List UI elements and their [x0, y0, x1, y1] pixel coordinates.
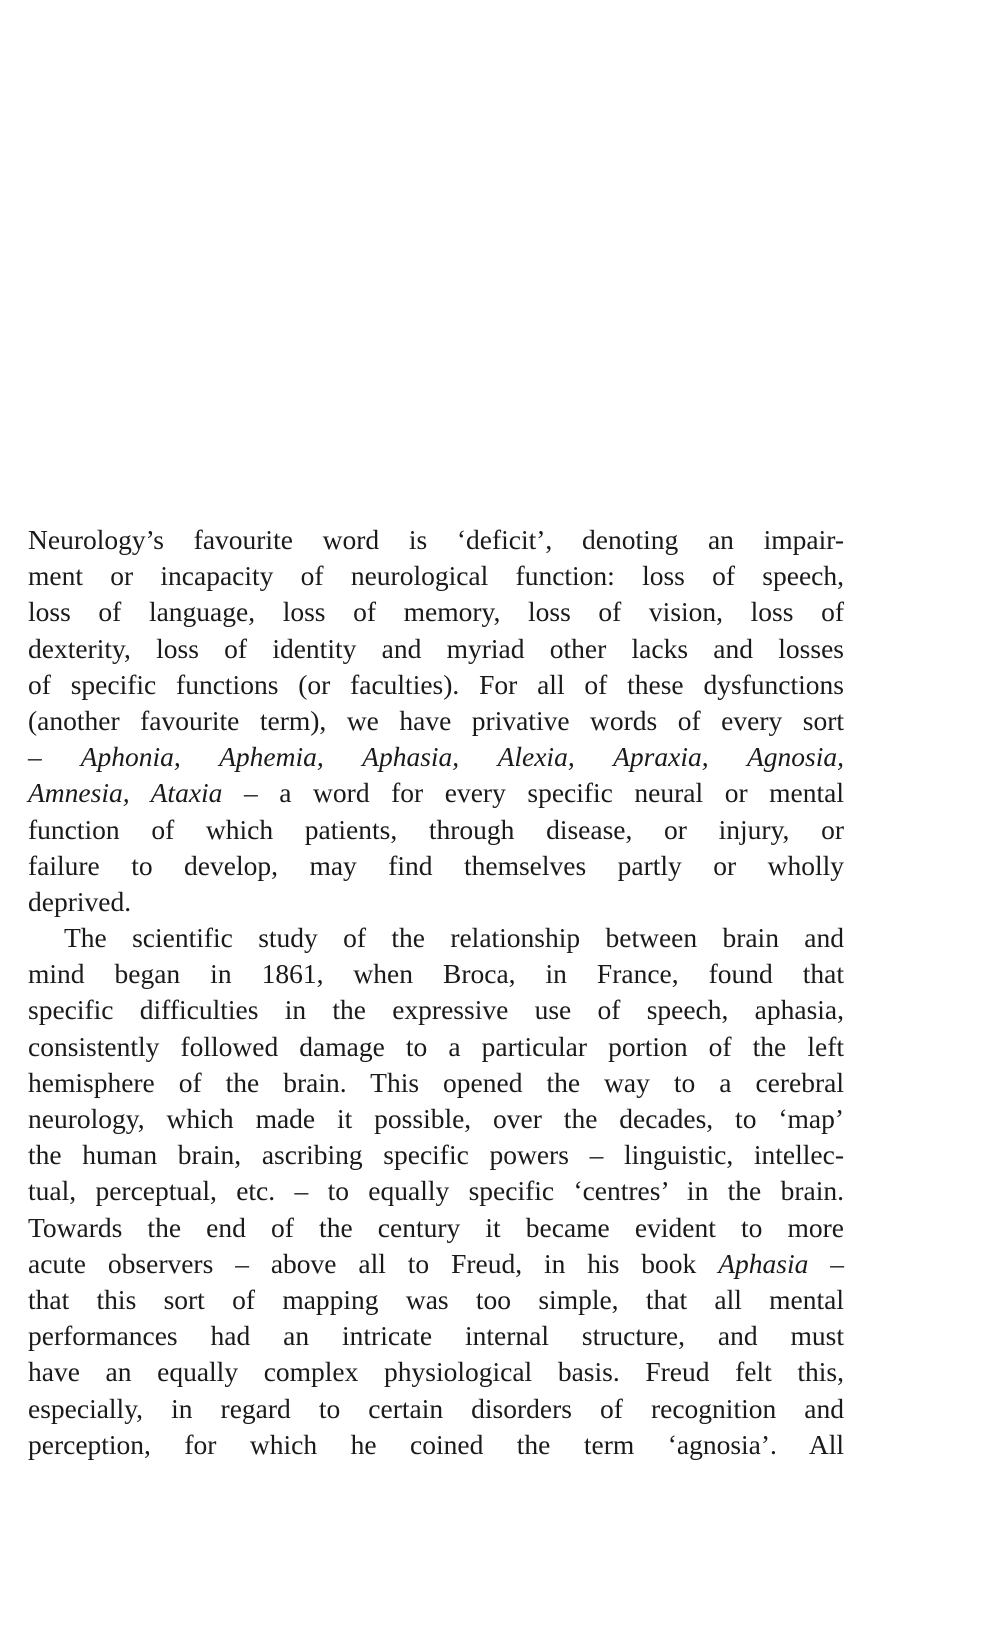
text-line: (another favourite term), we have privative words of every sort: [28, 704, 844, 736]
italic-term-list: Amnesia, Ataxia: [28, 777, 223, 809]
text-line: the human brain, ascribing specific powers – linguistic, intellec-: [28, 1139, 844, 1171]
text-line: neurology, which made it possible, over the decades, to ‘map’: [28, 1103, 844, 1134]
paragraph-1: [28, 522, 844, 920]
text-line-with-italics: [28, 1246, 844, 1282]
text-line: deprived.: [28, 885, 132, 917]
body-text: [28, 522, 844, 1463]
text-line: Neurology’s favourite word is ‘deficit’, denoting an impair-: [28, 524, 844, 555]
text-line: perception, for which he coined the term ‘agnosia’. All: [28, 1428, 844, 1460]
text-line: that this sort of mapping was too simple, that all mental: [28, 1283, 844, 1315]
text-line: failure to develop, may find themselves partly or wholly: [28, 849, 844, 881]
dash: –: [28, 741, 81, 773]
text-line: performances had an intricate internal structure, and must: [28, 1320, 844, 1352]
text-line: especially, in regard to certain disorders of recognition and: [28, 1392, 844, 1424]
text-line: hemisphere of the brain. This opened the way to a cerebral: [28, 1066, 844, 1098]
dash: –: [808, 1247, 844, 1279]
text-line: function of which patients, through disease, or injury, or: [28, 813, 844, 845]
text-line: of specific functions (or faculties). For all of these dysfunctions: [28, 668, 844, 700]
italic-book-title: Aphasia: [718, 1247, 809, 1279]
line-start: acute observers – above all to Freud, in his book: [28, 1247, 719, 1279]
italic-term-list: Aphonia, Aphemia, Aphasia, Alexia, Apraxia, Agnosia,: [80, 741, 845, 773]
text-line: consistently followed damage to a particular portion of the left: [28, 1030, 844, 1062]
text-line: The scientific study of the relationship between brain and: [64, 922, 844, 954]
text-line: Towards the end of the century it became evident to more: [28, 1211, 844, 1243]
line-remainder: – a word for every specific neural or mental: [222, 777, 844, 809]
text-line: specific difficulties in the expressive use of speech, aphasia,: [28, 994, 844, 1026]
text-line: have an equally complex physiological basis. Freud felt this,: [28, 1356, 844, 1388]
text-line: dexterity, loss of identity and myriad other lacks and losses: [28, 632, 844, 664]
text-line: loss of language, loss of memory, loss of vision, loss of: [28, 596, 844, 628]
paragraph-2: [28, 920, 844, 1463]
text-line: ment or incapacity of neurological function: loss of speech,: [28, 560, 844, 592]
text-line: mind began in 1861, when Broca, in France, found that: [28, 958, 844, 990]
text-line-with-italics: [28, 775, 844, 811]
text-line-with-italics: [28, 739, 844, 775]
text-line: tual, perceptual, etc. – to equally specific ‘centres’ in the brain.: [28, 1175, 844, 1207]
